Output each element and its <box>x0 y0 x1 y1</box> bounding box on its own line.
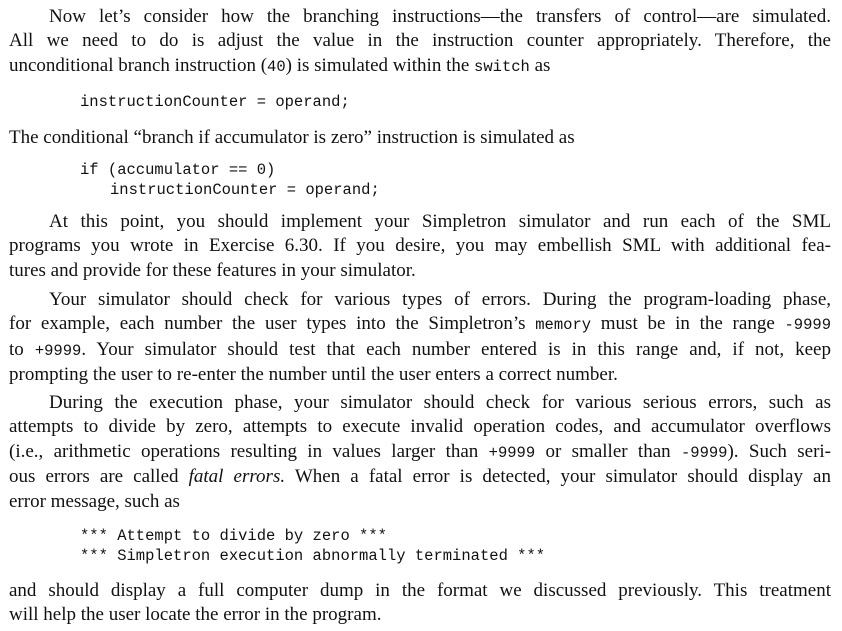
text-fragment: ous errors are called <box>9 466 189 488</box>
text-fragment: (i.e., arithmetic operations resulting in values larger than <box>9 440 489 462</box>
paragraph-computer-dump <box>9 579 831 628</box>
text-line: prompting the user to re-enter the number until the user enters a correct number. <box>9 364 618 386</box>
inline-code: +9999 <box>34 341 82 360</box>
text-fragment: ) is simulated within the <box>285 54 475 76</box>
paragraph-conditional-branch <box>9 126 831 150</box>
code-line: *** Simpletron execution abnormally terminated *** <box>80 547 546 565</box>
inline-code: -9999 <box>680 443 728 462</box>
text-fragment: ). Such seri- <box>727 440 831 462</box>
text-line: During the execution phase, your simulator should check for various serious errors, such as <box>49 392 831 413</box>
text-line: attempts to divide by zero, attempts to execute invalid operation codes, and accumulator overflows <box>9 416 831 438</box>
text-line <box>9 440 831 465</box>
paragraph-implement-simulator <box>9 210 831 283</box>
text-fragment: . Your simulator should test that each number entered is in this range and, if not, keep <box>81 338 831 360</box>
paragraph-branching-intro <box>9 5 831 79</box>
inline-code: +9999 <box>488 443 536 462</box>
text-fragment: as <box>529 54 551 76</box>
text-line: error message, such as <box>9 490 180 512</box>
text-line: At this point, you should implement your Simpletron simulator and run each of the SML <box>49 211 831 232</box>
code-block-unconditional-branch <box>80 92 350 112</box>
text-line <box>9 54 831 79</box>
inline-code: switch <box>474 57 530 76</box>
code-line: *** Attempt to divide by zero *** <box>80 527 387 545</box>
text-fragment: to <box>9 338 35 360</box>
text-fragment: When a fatal error is detected, your simulator should display an <box>285 466 831 488</box>
code-line: instructionCounter = operand; <box>110 181 380 199</box>
text-line: programs you wrote in Exercise 6.30. If you desire, you may embellish SML with additional fea- <box>9 235 831 257</box>
text-fragment: for example, each number the user types into the Simpletron’s <box>9 313 536 335</box>
text-fragment: unconditional branch instruction ( <box>9 54 268 76</box>
paragraph-execution-errors <box>9 391 831 514</box>
emphasis-fatal-errors: fatal errors. <box>188 466 286 488</box>
inline-code: 40 <box>267 57 286 76</box>
code-line: instructionCounter = operand; <box>80 93 350 111</box>
code-block-conditional-branch <box>80 160 380 200</box>
text-line: and should display a full computer dump in the format we discussed previously. This treatment <box>9 580 831 601</box>
text-line <box>9 312 831 337</box>
text-fragment: must be in the range <box>591 313 785 335</box>
code-block-error-message <box>80 526 545 566</box>
code-line: if (accumulator == 0) <box>80 161 276 179</box>
text-line: tures and provide for these features in your simulator. <box>9 259 416 281</box>
text-line <box>9 465 831 489</box>
text-line: Now let’s consider how the branching instructions—the transfers of control—are simulated. <box>49 6 831 27</box>
paragraph-loading-errors <box>9 288 831 388</box>
text-line: Your simulator should check for various types of errors. During the program-loading phase, <box>49 289 831 310</box>
inline-code: memory <box>535 316 592 335</box>
text-line <box>9 338 831 363</box>
text-line: will help the user locate the error in the program. <box>9 604 382 626</box>
inline-code: -9999 <box>784 316 831 335</box>
text-line: The conditional “branch if accumulator is zero” instruction is simulated as <box>9 127 575 148</box>
text-fragment: or smaller than <box>535 440 681 462</box>
text-line: All we need to do is adjust the value in the instruction counter appropriately. Therefore, the <box>9 30 831 52</box>
